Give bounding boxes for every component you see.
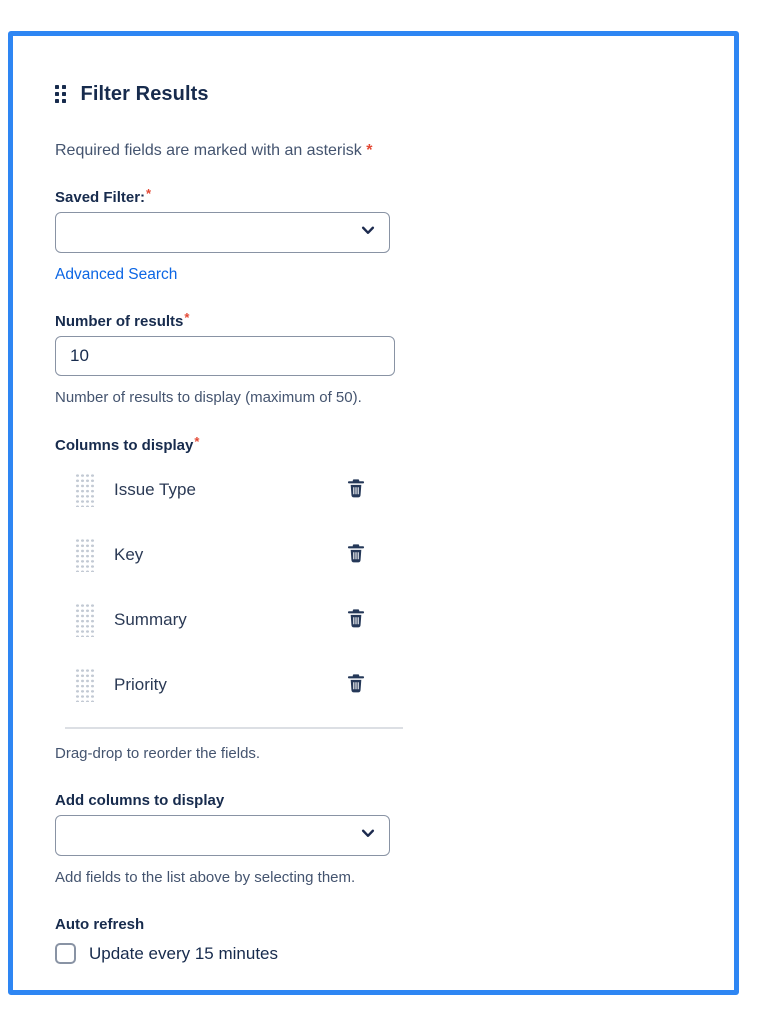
number-of-results-required-asterisk: * xyxy=(184,310,190,325)
required-fields-note xyxy=(55,142,694,160)
add-columns-help: Add fields to the list above by selecting them. xyxy=(55,869,356,886)
trash-icon xyxy=(345,672,367,697)
gadget-header xyxy=(55,82,694,106)
saved-filter-label-text: Saved Filter: xyxy=(55,189,146,206)
column-row-key[interactable] xyxy=(75,532,380,577)
delete-column-button[interactable] xyxy=(344,673,368,697)
column-label: Priority xyxy=(114,674,167,694)
delete-column-button[interactable] xyxy=(344,543,368,567)
number-of-results-input[interactable] xyxy=(55,336,395,376)
column-row-priority[interactable] xyxy=(75,662,380,707)
drag-drop-help: Drag-drop to reorder the fields. xyxy=(55,745,261,762)
column-row-issue-type[interactable] xyxy=(75,467,380,512)
number-of-results-label-text: Number of results xyxy=(55,313,184,330)
columns-required-asterisk: * xyxy=(194,434,200,449)
drag-handle-dot-grid-icon[interactable] xyxy=(75,473,94,507)
gadget-drag-handle-icon[interactable] xyxy=(55,85,66,103)
drag-handle-dot-grid-icon[interactable] xyxy=(75,603,94,637)
trash-icon xyxy=(345,607,367,632)
saved-filter-required-asterisk: * xyxy=(146,186,152,201)
columns-list xyxy=(55,467,380,707)
column-label: Summary xyxy=(114,609,187,629)
trash-icon xyxy=(345,542,367,567)
number-of-results-label xyxy=(55,310,694,330)
auto-refresh-row xyxy=(55,943,694,964)
drag-handle-dot-grid-icon[interactable] xyxy=(75,538,94,572)
page-title: Filter Results xyxy=(80,82,209,105)
column-row-summary[interactable] xyxy=(75,597,380,642)
columns-to-display-label-text: Columns to display xyxy=(55,437,194,454)
filter-results-gadget-panel xyxy=(8,31,739,995)
saved-filter-select[interactable] xyxy=(55,212,390,253)
list-divider xyxy=(65,727,403,729)
number-of-results-help: Number of results to display (maximum of 50). xyxy=(55,389,362,406)
saved-filter-label xyxy=(55,186,694,206)
auto-refresh-checkbox-label[interactable]: Update every 15 minutes xyxy=(89,943,278,963)
auto-refresh-label: Auto refresh xyxy=(55,916,145,933)
auto-refresh-checkbox[interactable] xyxy=(55,943,76,964)
columns-to-display-label xyxy=(55,434,694,454)
drag-handle-dot-grid-icon[interactable] xyxy=(75,668,94,702)
column-label: Key xyxy=(114,544,144,564)
trash-icon xyxy=(345,477,367,502)
required-note-text: Required fields are marked with an asterisk xyxy=(55,142,362,159)
chevron-down-icon xyxy=(359,221,377,244)
chevron-down-icon xyxy=(359,824,377,847)
add-columns-label: Add columns to display xyxy=(55,792,225,809)
gadget-content xyxy=(13,36,734,964)
delete-column-button[interactable] xyxy=(344,478,368,502)
delete-column-button[interactable] xyxy=(344,608,368,632)
required-asterisk: * xyxy=(366,142,373,159)
add-columns-select[interactable] xyxy=(55,815,390,856)
advanced-search-link[interactable]: Advanced Search xyxy=(55,266,178,283)
column-label: Issue Type xyxy=(114,479,196,499)
